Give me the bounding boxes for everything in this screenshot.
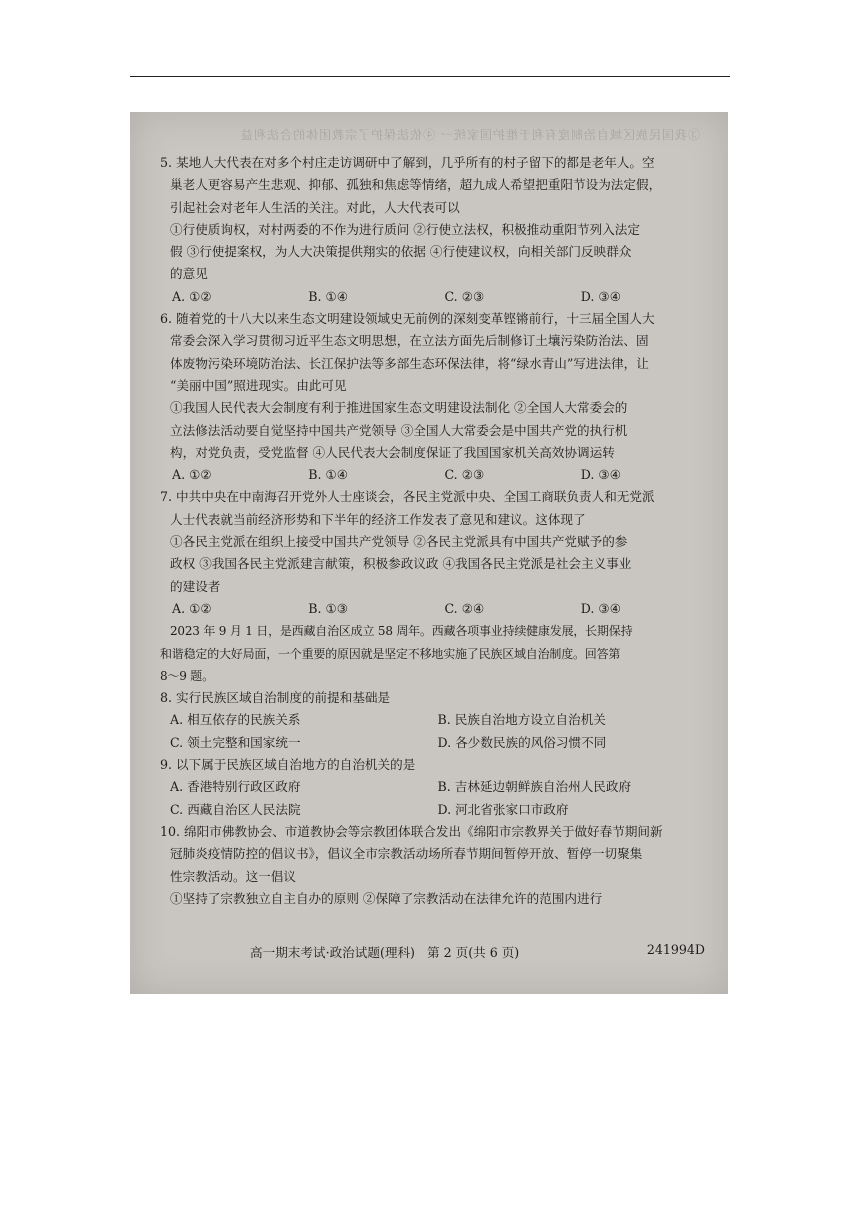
q7-line: 7. 中共中央在中南海召开党外人士座谈会，各民主党派中央、全国工商联负责人和无党派: [160, 489, 655, 505]
question-10: [160, 821, 705, 910]
option-a: A. ①②: [172, 600, 212, 616]
intro-line: 和谐稳定的大好局面，一个重要的原因就是坚定不移地实施了民族区域自治制度。回答第: [160, 646, 621, 661]
q5-line: 假 ③行使提案权，为人大决策提供翔实的依据 ④行使建议权，向相关部门反映群众: [170, 244, 632, 260]
q10-line: 10. 绵阳市佛教协会、市道教协会等宗教团体联合发出《绵阳市宗教界关于做好春节期间新: [160, 823, 663, 839]
q8-stem: 8. 实行民族区域自治制度的前提和基础是: [160, 690, 391, 706]
q5-line: ①行使质询权，对村两委的不作为进行质问 ②行使立法权，积极推动重阳节列入法定: [170, 221, 640, 237]
q5-line: 巢老人更容易产生悲观、抑郁、孤独和焦虑等情绪，超九成人希望把重阳节设为法定假，: [170, 177, 662, 193]
question-7: [160, 486, 705, 620]
option-a: A. ①②: [172, 467, 212, 483]
q7-line: 的建设者: [170, 578, 221, 594]
question-9: [160, 754, 705, 821]
q6-line: ①我国人民代表大会制度有利于推进国家生态文明建设法制化 ②全国人大常委会的: [170, 400, 628, 416]
material-intro: [160, 620, 705, 687]
intro-line: 2023 年 9 月 1 日，是西藏自治区成立 58 周年。西藏各项事业持续健康发展，长期保持: [170, 624, 633, 639]
footer-code: 241994D: [646, 942, 705, 957]
q6-line: 体废物污染环境防治法、长江保护法等多部生态环保法律，将“绿水青山”写进法律，让: [170, 355, 649, 371]
option-d: D. ③④: [580, 600, 621, 616]
exam-page-photo: [130, 112, 728, 994]
option-b: B. ①④: [308, 467, 349, 483]
q5-line: 5. 某地人大代表在对多个村庄走访调研中了解到，几乎所有的村子留下的都是老年人。空: [160, 155, 655, 170]
option-c: C. 领土完整和国家统一: [170, 734, 301, 750]
option-b: B. ①④: [308, 288, 349, 304]
option-c: C. ②③: [444, 288, 485, 304]
question-5: [160, 152, 705, 308]
question-content: [160, 152, 705, 910]
header-rule: [130, 76, 730, 77]
option-b: B. 吉林延边朝鲜族自治州人民政府: [437, 779, 632, 795]
q9-options-row: [160, 776, 705, 798]
q7-line: 人士代表就当前经济形势和下半年的经济工作发表了意见和建议。这体现了: [170, 511, 586, 527]
bleed-through-text: ③我国民族区域自治制度有利于维护国家统一 ④依法保护了宗教团体的合法利益: [240, 128, 700, 142]
option-c: C. 西藏自治区人民法院: [170, 801, 301, 817]
option-c: C. ②③: [444, 467, 485, 483]
q6-line: 构，对党负责，受党监督 ④人民代表大会制度保证了我国国家机关高效协调运转: [170, 444, 615, 460]
q9-stem: 9. 以下属于民族区域自治地方的自治机关的是: [160, 757, 416, 773]
q9-options-row: [160, 799, 705, 821]
q6-line: 常委会深入学习贯彻习近平生态文明思想，在立法方面先后制修订土壤污染防治法、固: [170, 333, 649, 349]
q10-line: 冠肺炎疫情防控的倡议书》，倡议全市宗教活动场所春节期间暂停开放、暂停一切聚集: [170, 846, 643, 862]
q6-line: 立法修法活动要自觉坚持中国共产党领导 ③全国人大常委会是中国共产党的执行机: [170, 422, 628, 438]
option-b: B. ①③: [308, 600, 349, 616]
q8-options-row: [160, 732, 705, 754]
option-a: A. 相互依存的民族关系: [170, 712, 301, 728]
question-6: [160, 308, 705, 486]
option-d: D. 河北省张家口市政府: [437, 801, 569, 817]
q6-line: 6. 随着党的十八大以来生态文明建设领域史无前例的深刻变革铿锵前行，十三届全国人大: [160, 311, 655, 327]
q7-options: [160, 598, 705, 620]
footer-title: 高一期末考试·政治试题(理科): [250, 945, 415, 960]
q5-line: 的意见: [170, 266, 208, 282]
q5-options: [160, 286, 705, 308]
q6-options: [160, 464, 705, 486]
option-d: D. ③④: [580, 467, 621, 483]
option-b: B. 民族自治地方设立自治机关: [437, 712, 606, 728]
option-c: C. ②④: [444, 600, 485, 616]
option-d: D. 各少数民族的风俗习惯不同: [437, 734, 607, 750]
page-footer: [160, 942, 705, 961]
q5-line: 引起社会对老年人生活的关注。对此，人大代表可以: [170, 199, 460, 215]
option-d: D. ③④: [580, 288, 621, 304]
q6-line: “美丽中国”照进现实。由此可见: [170, 377, 347, 393]
q10-line: ①坚持了宗教独立自主自办的原则 ②保障了宗教活动在法律允许的范围内进行: [170, 890, 603, 906]
q10-line: 性宗教活动。这一倡议: [170, 868, 296, 884]
option-a: A. 香港特别行政区政府: [170, 779, 301, 795]
q7-line: ①各民主党派在组织上接受中国共产党领导 ②各民主党派具有中国共产党赋予的参: [170, 534, 628, 550]
q7-line: 政权 ③我国各民主党派建言献策，积极参政议政 ④我国各民主党派是社会主义事业: [170, 556, 632, 572]
q8-options-row: [160, 709, 705, 731]
footer-title-group: [160, 942, 519, 961]
intro-line: 8～9 题。: [160, 668, 214, 683]
footer-page-number: 第 2 页(共 6 页): [426, 945, 520, 960]
option-a: A. ①②: [172, 288, 212, 304]
question-8: [160, 687, 705, 754]
